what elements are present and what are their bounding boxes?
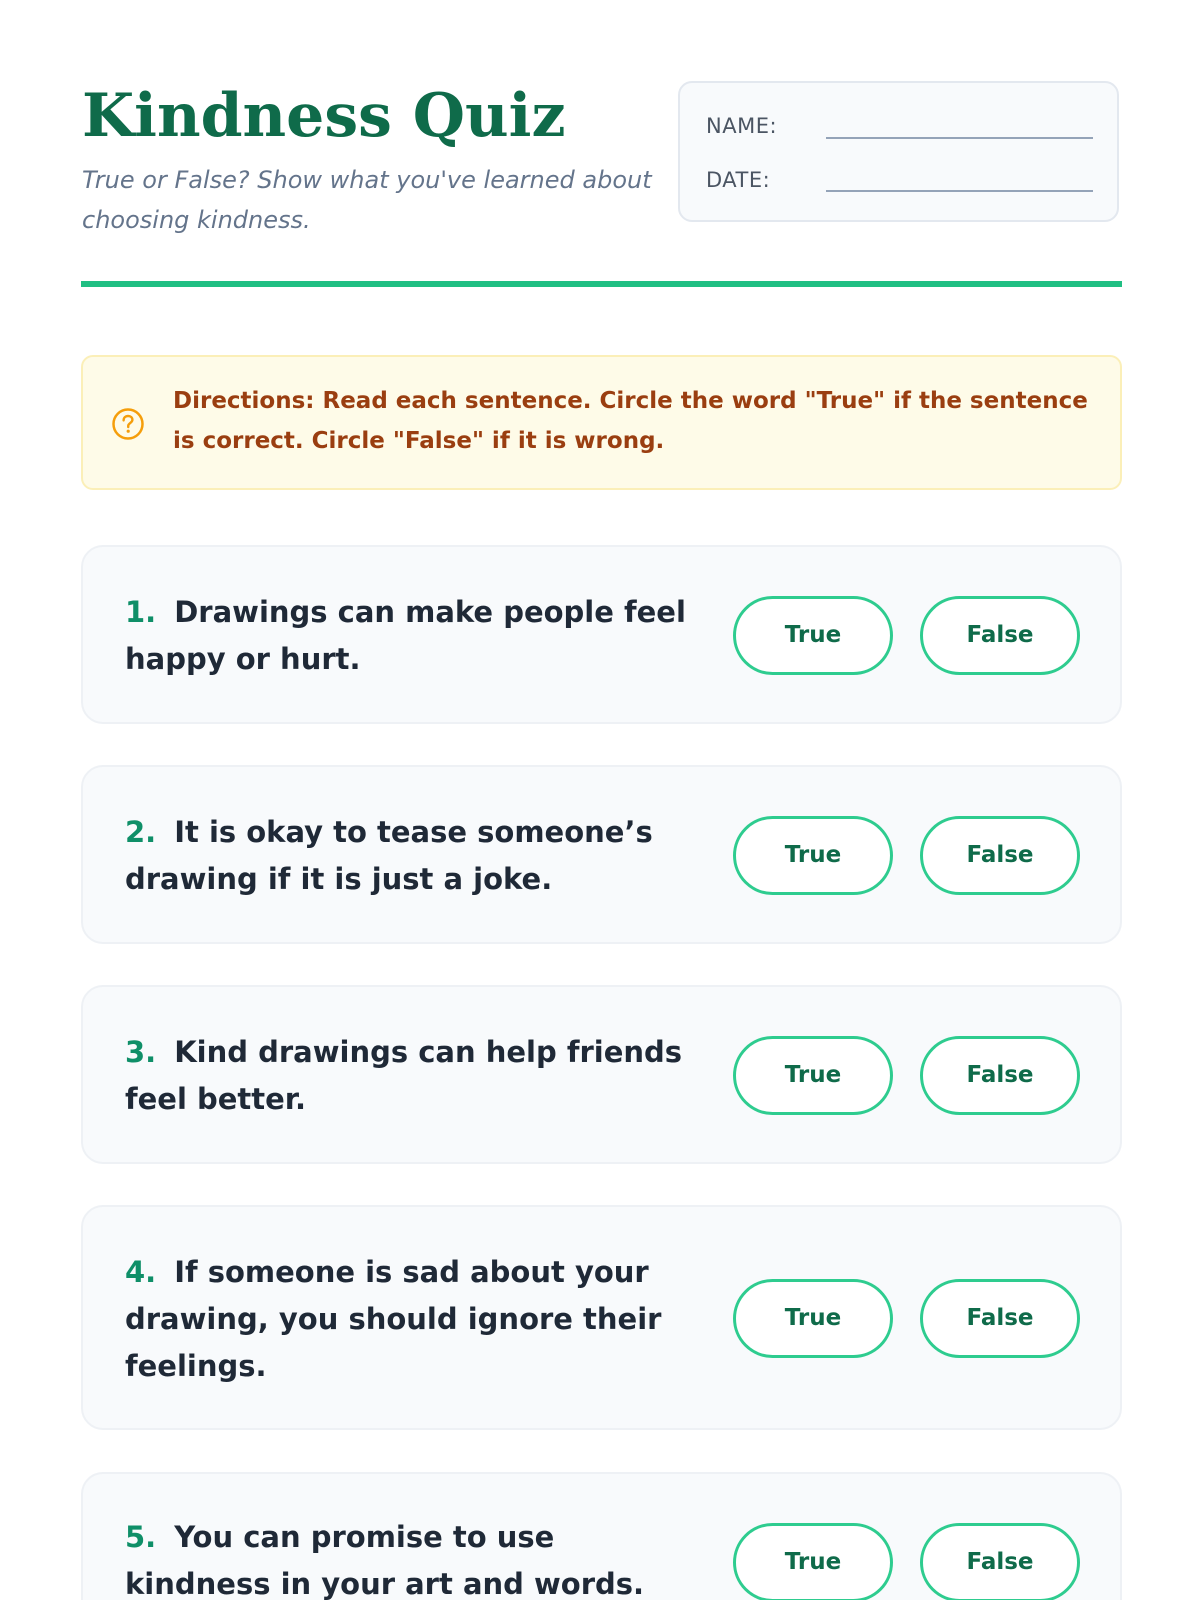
question-statement: You can promise to use kindness in your art and words.: [125, 1520, 645, 1600]
question-text-5: [125, 1514, 695, 1600]
question-statement: It is okay to tease someone’s drawing if it is just a joke.: [125, 815, 653, 896]
page-subtitle: True or False? Show what you've learned about choosing kindness.: [82, 166, 652, 234]
question-text-2: [125, 809, 695, 903]
question-card-4: [81, 1205, 1122, 1430]
true-button-1[interactable]: True: [733, 596, 893, 675]
name-label: NAME:: [706, 114, 778, 138]
question-card-1: [81, 545, 1122, 724]
true-button-4[interactable]: True: [733, 1279, 893, 1358]
name-date-box: [678, 81, 1119, 222]
header-divider: [81, 281, 1122, 287]
page-title: Kindness Quiz: [82, 81, 566, 151]
false-button-2[interactable]: False: [920, 816, 1080, 895]
name-field-line[interactable]: [826, 137, 1093, 139]
directions-banner: [81, 355, 1122, 490]
true-button-2[interactable]: True: [733, 816, 893, 895]
question-number: 3.: [125, 1035, 157, 1069]
true-button-5[interactable]: True: [733, 1523, 893, 1600]
date-field-line[interactable]: [826, 190, 1093, 192]
question-number: 2.: [125, 815, 157, 849]
false-button-5[interactable]: False: [920, 1523, 1080, 1600]
true-button-3[interactable]: True: [733, 1036, 893, 1115]
false-button-1[interactable]: False: [920, 596, 1080, 675]
false-button-3[interactable]: False: [920, 1036, 1080, 1115]
question-statement: Kind drawings can help friends feel better.: [125, 1035, 683, 1116]
question-card-5: [81, 1472, 1122, 1600]
date-label: DATE:: [706, 168, 771, 192]
question-card-2: [81, 765, 1122, 944]
false-button-4[interactable]: False: [920, 1279, 1080, 1358]
question-circle-icon: [111, 407, 145, 441]
question-statement: If someone is sad about your drawing, you should ignore their feelings.: [125, 1255, 662, 1383]
question-text-3: [125, 1029, 695, 1123]
question-card-3: [81, 985, 1122, 1164]
question-number: 4.: [125, 1255, 157, 1289]
question-number: 5.: [125, 1520, 157, 1554]
question-statement: Drawings can make people feel happy or hurt.: [125, 595, 686, 676]
question-text-4: [125, 1249, 695, 1390]
question-text-1: [125, 589, 695, 683]
directions-text: Directions: Read each sentence. Circle the word "True" if the sentence is correct. Circle "False" if it is wrong.: [173, 388, 1088, 454]
question-number: 1.: [125, 595, 157, 629]
